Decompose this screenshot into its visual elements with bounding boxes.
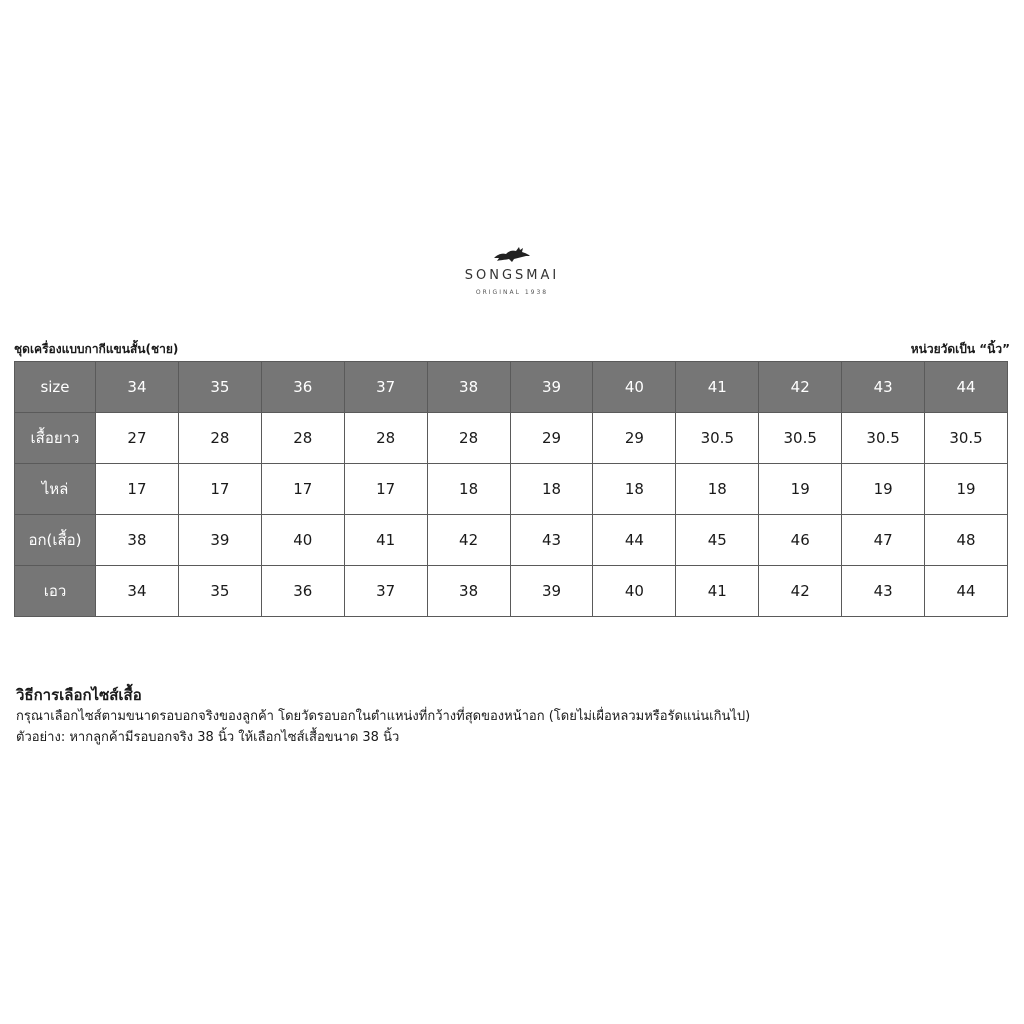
size-header-cell: 41 [676, 362, 759, 413]
table-cell: 18 [676, 464, 759, 515]
table-cell: 39 [510, 566, 593, 617]
row-label: ไหล่ [15, 464, 96, 515]
table-cell: 48 [925, 515, 1008, 566]
size-header-cell: 43 [842, 362, 925, 413]
size-header-label: size [15, 362, 96, 413]
size-guide-instruction: กรุณาเลือกไซส์ตามขนาดรอบอกจริงของลูกค้า โดยวัดรอบอกในตำแหน่งที่กว้างที่สุดของหน้าอก (โดยไม่เผื่อหลวมหรือรัดแน่นเกินไป) [16, 709, 751, 724]
table-cell: 41 [676, 566, 759, 617]
size-header-cell: 42 [759, 362, 842, 413]
table-cell: 18 [593, 464, 676, 515]
table-cell: 17 [96, 464, 179, 515]
size-header-cell: 38 [427, 362, 510, 413]
table-cell: 28 [344, 413, 427, 464]
table-cell: 43 [510, 515, 593, 566]
size-table [14, 361, 1008, 617]
table-cell: 42 [759, 566, 842, 617]
table-row [15, 413, 1008, 464]
size-header-cell: 36 [261, 362, 344, 413]
table-cell: 47 [842, 515, 925, 566]
table-row [15, 566, 1008, 617]
table-cell: 38 [96, 515, 179, 566]
table-cell: 27 [96, 413, 179, 464]
table-cell: 37 [344, 566, 427, 617]
table-row [15, 464, 1008, 515]
table-cell: 17 [178, 464, 261, 515]
table-cell: 35 [178, 566, 261, 617]
table-cell: 34 [96, 566, 179, 617]
size-guide [16, 685, 750, 748]
table-cell: 28 [178, 413, 261, 464]
table-cell: 19 [759, 464, 842, 515]
brand-name: SONGSMAI [464, 268, 560, 283]
table-cell: 40 [261, 515, 344, 566]
size-guide-example: ตัวอย่าง: หากลูกค้ามีรอบอกจริง 38 นิ้ว ให้เลือกไซส์เสื้อขนาด 38 นิ้ว [16, 730, 400, 745]
table-cell: 18 [427, 464, 510, 515]
row-label: เสื้อยาว [15, 413, 96, 464]
table-cell: 38 [427, 566, 510, 617]
table-cell: 30.5 [925, 413, 1008, 464]
table-cell: 17 [261, 464, 344, 515]
table-cell: 41 [344, 515, 427, 566]
size-header-cell: 39 [510, 362, 593, 413]
size-header-cell: 37 [344, 362, 427, 413]
table-cell: 36 [261, 566, 344, 617]
unit-note: หน่วยวัดเป็น “นิ้ว” [910, 342, 1010, 356]
table-cell: 28 [261, 413, 344, 464]
table-cell: 17 [344, 464, 427, 515]
table-cell: 45 [676, 515, 759, 566]
size-header-row [15, 362, 1008, 413]
table-cell: 30.5 [842, 413, 925, 464]
table-cell: 18 [510, 464, 593, 515]
size-header-cell: 44 [925, 362, 1008, 413]
table-cell: 39 [178, 515, 261, 566]
table-cell: 30.5 [676, 413, 759, 464]
running-hare-icon [492, 244, 532, 264]
table-cell: 29 [510, 413, 593, 464]
table-cell: 28 [427, 413, 510, 464]
table-cell: 40 [593, 566, 676, 617]
brand-logo [412, 244, 612, 296]
table-cell: 44 [925, 566, 1008, 617]
row-label: เอว [15, 566, 96, 617]
table-cell: 19 [842, 464, 925, 515]
size-header-cell: 34 [96, 362, 179, 413]
table-title: ชุดเครื่องแบบกากีแขนสั้น(ชาย) [14, 342, 179, 356]
table-row [15, 515, 1008, 566]
table-cell: 29 [593, 413, 676, 464]
brand-tagline: ORIGINAL 1938 [475, 289, 549, 296]
table-cell: 44 [593, 515, 676, 566]
row-label: อก(เสื้อ) [15, 515, 96, 566]
table-cell: 19 [925, 464, 1008, 515]
table-cell: 42 [427, 515, 510, 566]
size-guide-heading: วิธีการเลือกไซส์เสื้อ [16, 686, 142, 704]
table-cell: 30.5 [759, 413, 842, 464]
size-header-cell: 35 [178, 362, 261, 413]
table-cell: 46 [759, 515, 842, 566]
table-cell: 43 [842, 566, 925, 617]
size-header-cell: 40 [593, 362, 676, 413]
